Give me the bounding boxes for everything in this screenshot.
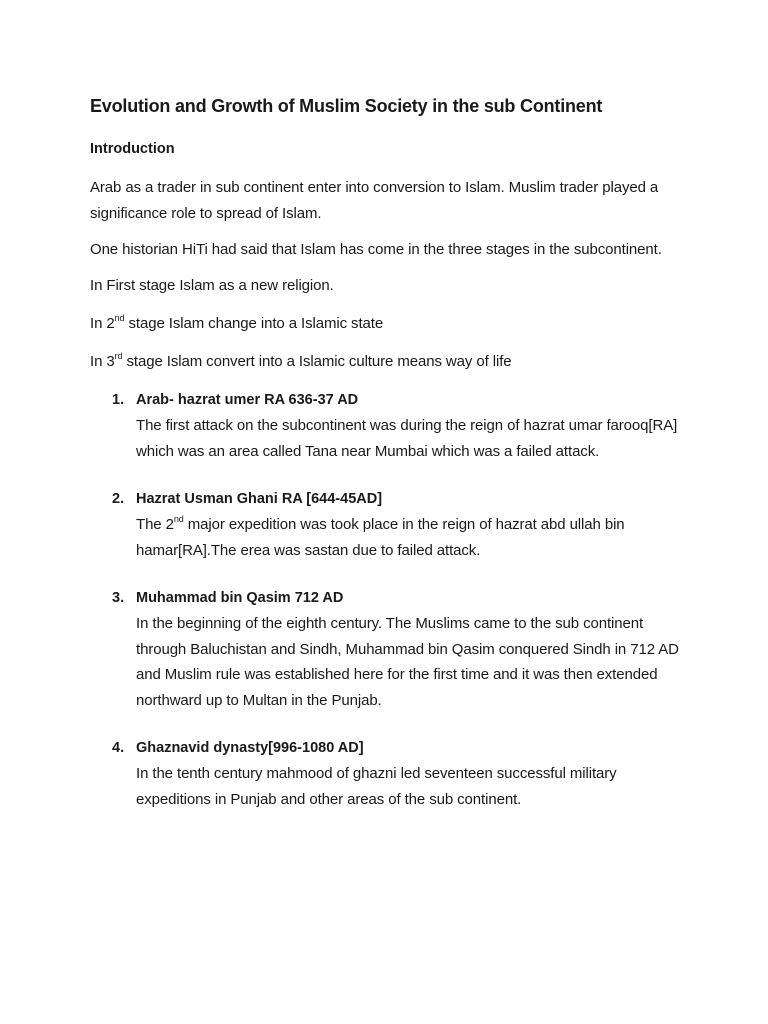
list-item [90,486,688,563]
third-stage-sup: rd [114,351,123,361]
third-stage-paragraph [90,349,688,375]
second-stage-paragraph [90,311,688,337]
list-item-body-rest: major expedition was took place in the reign of hazrat abd ullah bin hamar[RA].The erea was sastan due to failed attack. [136,516,625,559]
second-stage-sup: nd [114,313,125,323]
second-stage-prefix: In 2 [90,315,115,332]
list-item [90,585,688,713]
list-item-body: In the beginning of the eighth century. The Muslims came to the sub continent through Baluchistan and Sindh, Muhammad bin Qasim conquered Sindh in 712 AD and Muslim rule was established here for the first time and it was then extended northward up to Multan in the Punjab. [136,615,679,709]
list-item-body [136,512,688,563]
list-item [90,387,688,464]
list-item-number: 4. [112,740,125,756]
expedition-list [90,387,688,812]
third-stage-prefix: In 3 [90,353,115,370]
list-item-heading: Hazrat Usman Ghani RA [644-45AD] [136,491,383,507]
list-item-number: 2. [112,491,125,507]
list-item-body: The first attack on the subcontinent was during the reign of hazrat umar farooq[RA] which was an area called Tana near Mumbai which was a failed attack. [136,417,678,460]
list-item [90,735,688,812]
list-item-body-sup: nd [173,514,184,524]
list-item-body: In the tenth century mahmood of ghazni led seventeen successful military expeditions in Punjab and other areas of the sub continent. [136,765,617,808]
third-stage-rest: stage Islam convert into a Islamic culture means way of life [122,353,512,370]
list-item-number: 1. [112,392,125,408]
list-item-heading: Ghaznavid dynasty[996-1080 AD] [136,740,364,756]
document-title: Evolution and Growth of Muslim Society in the sub Continent [90,96,603,116]
intro-paragraph-1: Arab as a trader in sub continent enter into conversion to Islam. Muslim trader played a significance role to spread of Islam. [90,179,659,222]
first-stage-paragraph: In First stage Islam as a new religion. [90,277,334,294]
list-item-heading: Muhammad bin Qasim 712 AD [136,590,344,606]
list-item-number: 3. [112,590,125,606]
list-item-heading: Arab- hazrat umer RA 636-37 AD [136,392,359,408]
introduction-heading: Introduction [90,141,175,157]
list-item-body-prefix: The 2 [136,516,174,533]
intro-paragraph-2: One historian HiTi had said that Islam has come in the three stages in the subcontinent. [90,241,662,258]
second-stage-rest: stage Islam change into a Islamic state [124,315,384,332]
